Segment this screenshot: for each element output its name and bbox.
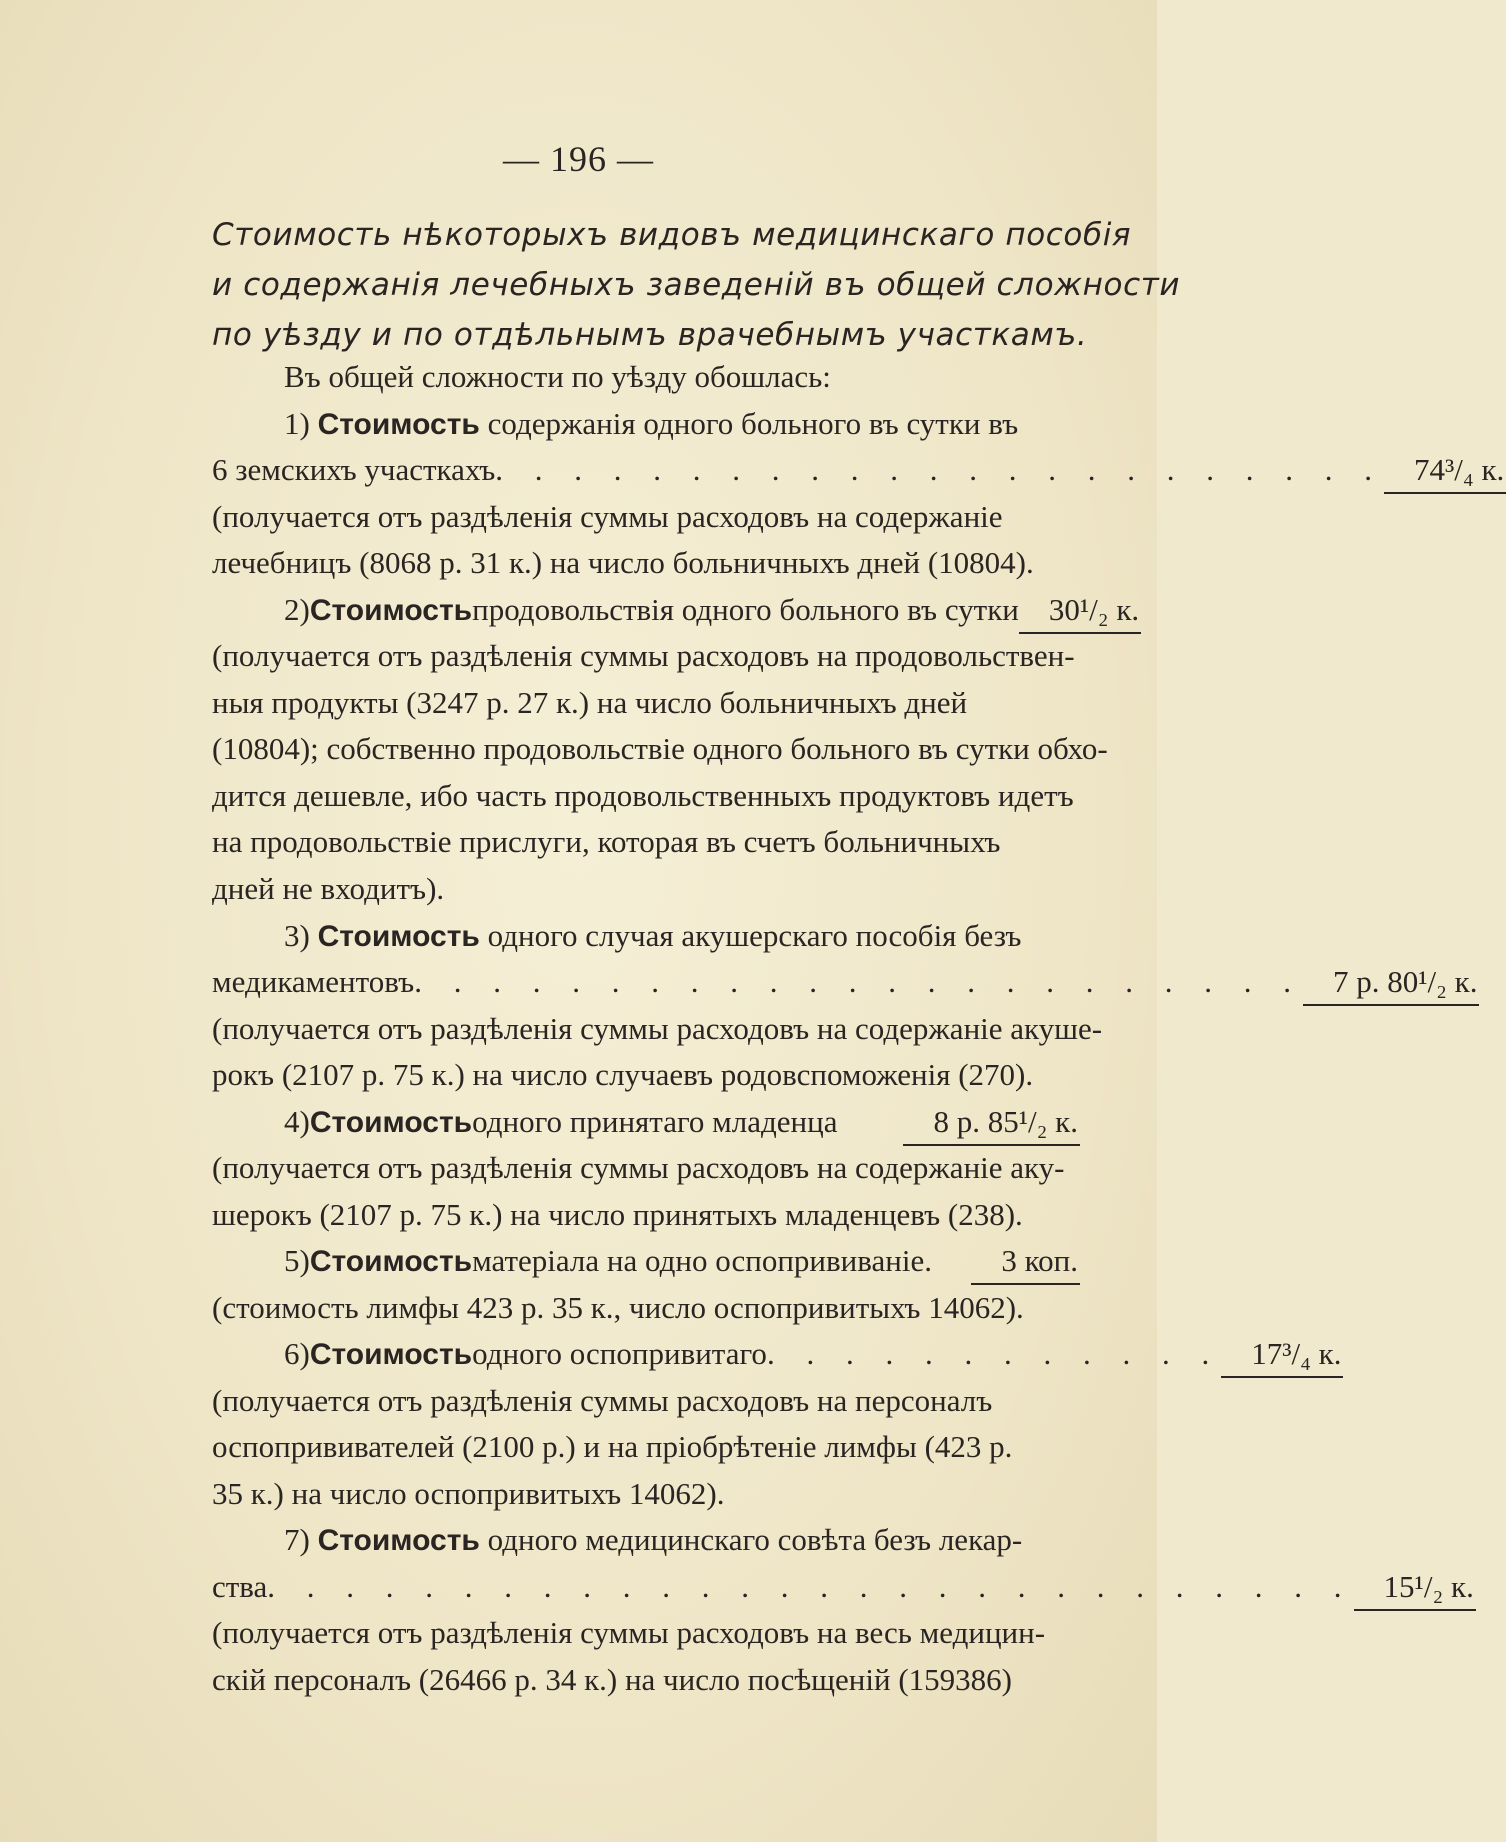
title-line: и содержанія лечебныхъ заведеній въ общей сложности <box>212 267 1181 303</box>
item-6-note: 35 к.) на число оспопривитыхъ 14062). <box>212 1476 725 1511</box>
title-line: Стоимость нѣкоторыхъ видовъ медицинскаго пособія <box>212 217 1132 253</box>
item-4-label: Стоимость <box>309 1106 473 1139</box>
item-3-value-line: медикаментовъ . . . . . . . . . . . . . . . . . . . . . . . 7 р. 80¹/₂ к. <box>212 960 1080 1006</box>
item-7-note: (получается отъ раздѣленія суммы расходовъ на весь медицин- <box>212 1615 1046 1650</box>
item-6-note: оспопрививателей (2100 р.) и на пріобрѣтеніе лимфы (423 р. <box>212 1429 1013 1464</box>
item-3-note: (получается отъ раздѣленія суммы расходовъ на содержаніе акуше- <box>212 1011 1103 1046</box>
item-3-label: Стоимость <box>317 920 480 953</box>
item-2-note: дней не входитъ). <box>212 871 445 906</box>
item-4-value: 8 р. 85¹/₂ к. <box>903 1100 1080 1146</box>
item-7-note: скій персоналъ (26466 р. 34 к.) на число посѣщеній (159386) <box>212 1662 1012 1697</box>
item-3-note: рокъ (2107 р. 75 к.) на число случаевъ родовспоможенія (270). <box>212 1057 1034 1092</box>
title-line: по уѣзду и по отдѣльнымъ врачебнымъ участкамъ. <box>212 317 1088 353</box>
item-5-value-line: 5) Стоимость матеріала на одно оспопрививаніе . 3 коп. <box>212 1239 1080 1285</box>
item-4-note: (получается отъ раздѣленія суммы расходовъ на содержаніе аку- <box>212 1150 1065 1185</box>
item-2-note: (10804); собственно продовольствіе одного больного въ сутки обхо- <box>212 731 1108 766</box>
item-6-value: 17³/₄ к. <box>1221 1332 1343 1378</box>
item-2-note: дится дешевле, ибо часть продовольственныхъ продуктовъ идетъ <box>212 778 1074 813</box>
item-1-value: 74³/₄ к. <box>1384 448 1506 494</box>
item-2-label: Стоимость <box>309 594 473 627</box>
item-1-label: Стоимость <box>317 408 480 441</box>
item-3-value: 7 р. 80¹/₂ к. <box>1303 960 1480 1006</box>
item-2-note: ныя продукты (3247 р. 27 к.) на число больничныхъ дней <box>212 685 968 720</box>
page-number: — 196 — <box>503 139 654 179</box>
item-1-note: (получается отъ раздѣленія суммы расходовъ на содержаніе <box>212 499 1003 534</box>
item-7-label: Стоимость <box>317 1524 480 1557</box>
item-2-value: 30¹/₂ к. <box>1019 588 1141 634</box>
item-5-label: Стоимость <box>309 1245 473 1278</box>
item-2-value-line: 2) Стоимость продовольствія одного больного въ сутки 30¹/₂ к. <box>212 588 1080 634</box>
item-6-value-line: 6) Стоимость одного оспопривитаго . . . . . . . . . . . . 17³/₄ к. <box>212 1332 1080 1378</box>
item-1-line-1: 1) Стоимость содержанія одного больного въ сутки въ <box>284 406 1019 441</box>
item-2-note: (получается отъ раздѣленія суммы расходовъ на продовольствен- <box>212 638 1075 673</box>
item-7-value: 15¹/₂ к. <box>1354 1565 1476 1611</box>
item-7-value-line: ства . . . . . . . . . . . . . . . . . . . . . . . . . . . . 15¹/₂ к. <box>212 1565 1080 1611</box>
item-3-line-1: 3) Стоимость одного случая акушерскаго пособія безъ <box>284 918 1022 953</box>
item-4-value-line: 4) Стоимость одного принятаго младенца 8 р. 85¹/₂ к. <box>212 1100 1080 1146</box>
item-5-value: 3 коп. <box>971 1239 1080 1285</box>
intro-line: Въ общей сложности по уѣзду обошлась: <box>284 359 831 394</box>
item-4-note: шерокъ (2107 р. 75 к.) на число принятыхъ младенцевъ (238). <box>212 1197 1023 1232</box>
item-5-note: (стоимость лимфы 423 р. 35 к., число оспопривитыхъ 14062). <box>212 1290 1024 1325</box>
item-6-note: (получается отъ раздѣленія суммы расходовъ на персоналъ <box>212 1383 993 1418</box>
item-6-label: Стоимость <box>309 1338 473 1371</box>
item-7-line-1: 7) Стоимость одного медицинскаго совѣта безъ лекар- <box>284 1522 1023 1557</box>
item-1-note: лечебницъ (8068 р. 31 к.) на число больничныхъ дней (10804). <box>212 545 1034 580</box>
item-1-value-line: 6 земскихъ участкахъ . . . . . . . . . . . . . . . . . . . . . . . 74³/₄ к. <box>212 448 1080 494</box>
section-title <box>212 210 1181 360</box>
item-2-note: на продовольствіе прислуги, которая въ счетъ больничныхъ <box>212 824 1001 859</box>
